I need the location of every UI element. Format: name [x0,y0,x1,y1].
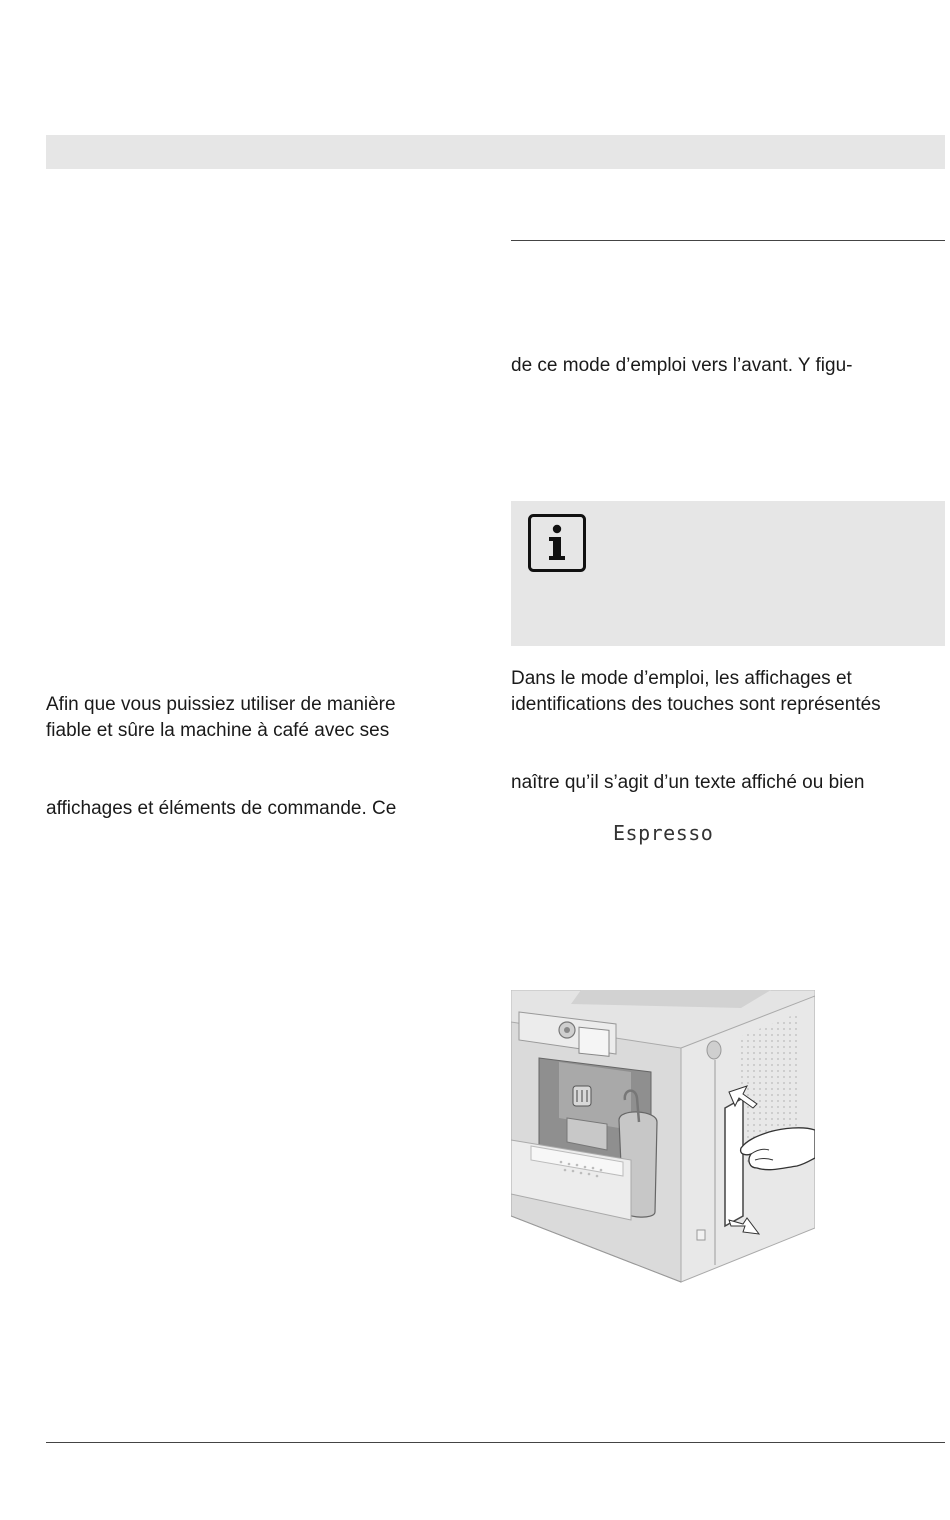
body-text-line: identifications des touches sont représentés [511,694,881,715]
body-text-line: naître qu’il s’agit d’un texte affiché ou bien [511,772,865,793]
body-text-line: fiable et sûre la machine à café avec ses [46,720,390,741]
body-text-line: Afin que vous puissiez utiliser de manière [46,694,396,715]
body-text-line: de ce mode d’emploi vers l’avant. Y figu- [511,355,853,376]
coffee-machine-illustration [511,990,815,1288]
info-icon [528,514,586,572]
header-band [46,135,945,169]
body-text-line: affichages et éléments de commande. Ce [46,798,397,819]
info-note-box [511,501,945,646]
display-text-example: Espresso [613,821,714,845]
section-rule [511,240,945,241]
footer-rule [46,1442,945,1443]
body-text-line: Dans le mode d’emploi, les affichages et [511,668,852,689]
